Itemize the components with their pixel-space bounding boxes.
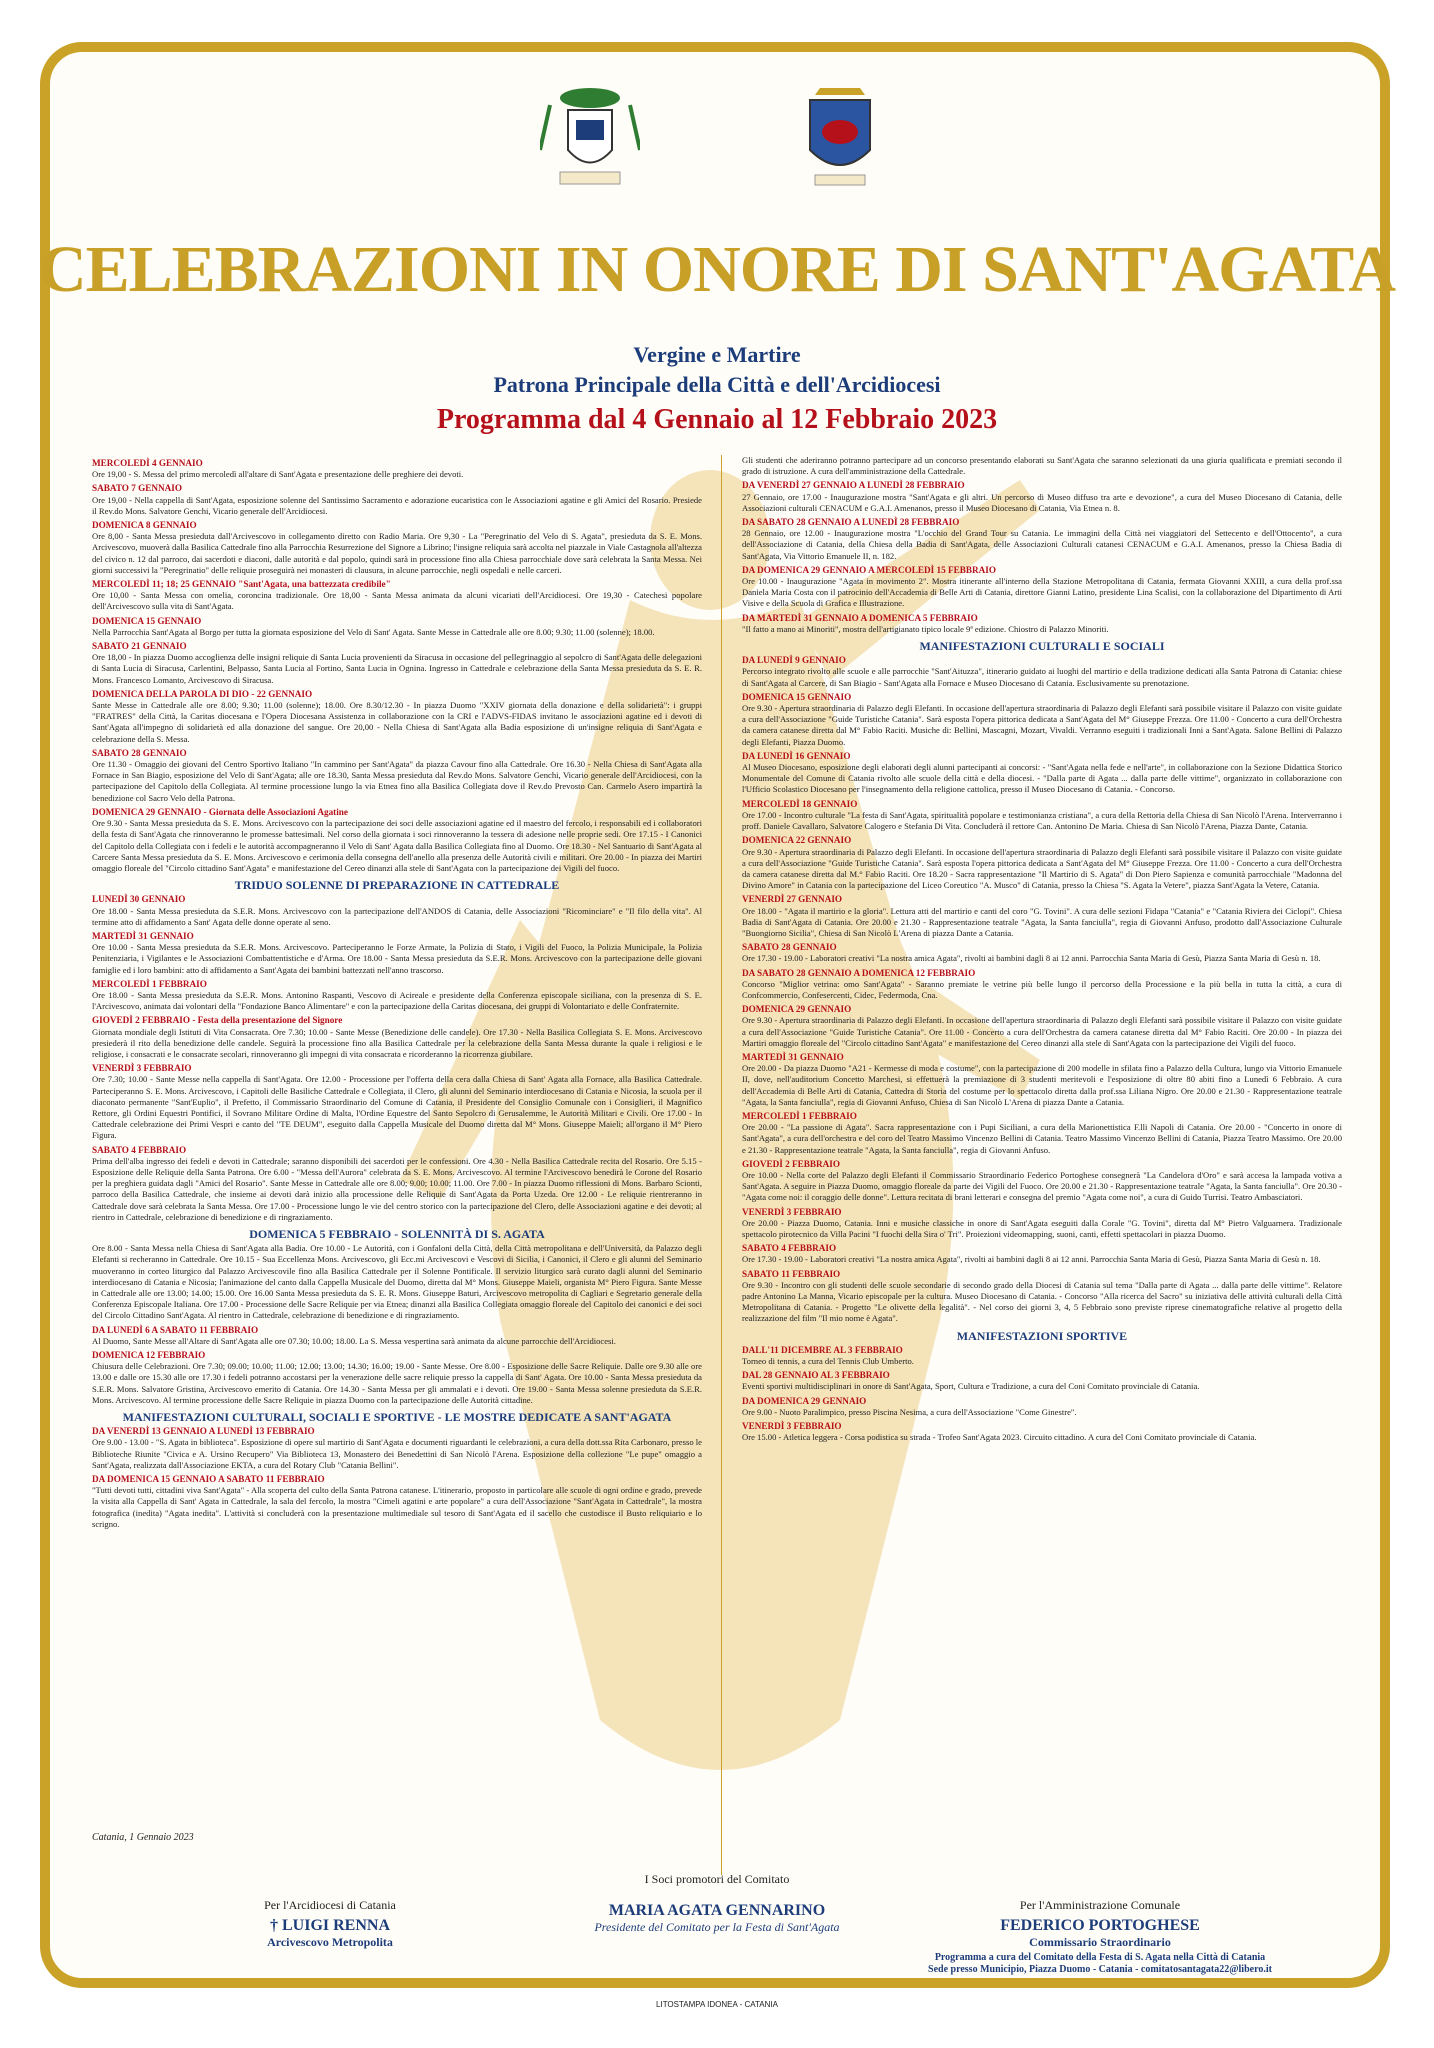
entry-text: Al Museo Diocesano, esposizione degli elaborati degli alunni partecipanti ai concorsi: - "Sant'Agata nella fede e nell'arte", in collaborazione con la Sezione Didattica Storico Monumentale del Comune di Catania rivolto alle scuole della città e della diocesi. - "Dalla parte di Agata ... dalla parte delle vittime", organizzato in collaborazione con l'Ufficio Scolastico Diocesano per l'insegnamento della religione cattolica, presso il Museo Diocesano di Catania. - Concorso. — [742, 762, 1342, 795]
program-entry — [742, 751, 1342, 796]
entry-text: Eventi sportivi multidisciplinari in onore di Sant'Agata, Sport, Cultura e Tradizione, a cura del Coni Comitato provinciale di Catania. — [742, 1381, 1200, 1392]
triduo-heading: TRIDUO SOLENNE DI PREPARAZIONE IN CATTEDRALE — [234, 878, 560, 893]
entry-text: 28 Gennaio, ore 12.00 - Inaugurazione mostra "L'occhio del Grand Tour su Catania. Le immagini della Città nei viaggiatori del Settecento e dell'Ottocento", a cura dell'Associazione di Catania, della Chiesa della Badia di Sant'Agata, delle Associazioni Culturali catanesi CENACUM e G.A.I. Amenanos, presso la Chiesa Badia di Sant'Agata, Via Vittorio Emanuele II, n. 182. — [742, 528, 1342, 561]
entry-text: Ore 9.30 - Santa Messa presieduta da S. E. Mons. Arcivescovo con la partecipazione dei soci delle associazioni agatine ed il maestro del fercolo, i responsabili ed i collaboratori della festa di Sant'Agata che rinnoveranno le promesse battesimali. Nel corso della giornata i soci rinnoveranno la tessera di adesione nelle proprie sedi. Ore 17.15 - I Canonici del Capitolo della Collegiata con i fedeli e le autorità accompagneranno il Velo di Sant' Agata dalla Basilica Collegiata fino al Duomo. Ore 18.30 - Nel Santuario di Sant'Agata al Carcere Santa Messa presieduta da S. E. Mons. Arcivescovo e cerimonia della consegna dell'anello alla presenza delle Autorità civili e militari. Ore 20.00 - In piazza dei Martiri omaggio floreale del "Circolo cittadino Sant'Agata" e manifestazione del Cereo dinanzi alla stele di Sant'Agata con la partecipazione dei Vigili del fuoco. — [92, 818, 702, 873]
program-credit-line2: Sede presso Municipio, Piazza Duomo - Catania - comitatosantagata22@libero.it — [928, 1964, 1272, 1975]
entry-date-heading: MARTEDÌ 31 GENNAIO — [742, 1051, 844, 1062]
entry-text: Ore 18.00 - Santa Messa presieduta da S.E.R. Mons. Antonino Raspanti, Vescovo di Acireale e presidente della Conferenza episcopale siciliana, con la presenza di S. E. l'Arcivescovo, animata dai volontari della "Fondazione Banco Alimentare" e con la partecipazione della Caritas diocesana, dei gruppi di Volontariato e delle Confraternite. — [92, 989, 702, 1012]
entry-text: Ore 19,00 - S. Messa del primo mercoledì all'altare di Sant'Agata e presentazione delle preghiere dei devoti. — [92, 469, 464, 480]
entry-date-heading: MERCOLEDÌ 1 FEBBRAIO — [92, 978, 207, 989]
program-entry — [92, 520, 702, 576]
program-entry — [92, 931, 702, 976]
program-credit — [880, 1952, 1320, 1976]
commissioner-name: FEDERICO PORTOGHESE — [1000, 1917, 1200, 1934]
entry-text: Ore 10.00 - Nella corte del Palazzo degli Elefanti il Commissario Straordinario Federico Portoghese consegnerà "La Candelora d'Oro" e sarà accesa la lampada votiva a Sant'Agata. A seguire in Piazza Duomo, omaggio floreale da parte dei Vigili del Fuoco. Ore 20.00 e 21.30 - Rappresentazione teatrale "Agata, la Santa fanciulla". Ore 20.30 - "Agata come noi: il coraggio delle donne". Lettura recitata di brani letterari e consegna del premio "Agata come noi", a cura di Guido Turrisi. Teatro Ambasciatori. — [742, 1169, 1342, 1203]
entry-text: Ore 18,00 - In piazza Duomo accoglienza delle insigni reliquie di Santa Lucia provenienti da Siracusa in occasione del pellegrinaggio al sepolcro di Sant'Agata delle delegazioni di Santa Lucia di Siracusa, Carlentini, Belpasso, Santa Lucia al Fortino, Santa Lucia in Ognina. Ingresso in Cattedrale e celebrazione della Santa Messa presieduta da S. E. R. Mons. Francesco Lomanto, Arcivescovo di Siracusa. — [92, 652, 702, 685]
entry-text: Ore 9.30 - Apertura straordinaria di Palazzo degli Elefanti. In occasione dell'apertura straordinaria di Palazzo degli Elefanti sarà possibile visitare il Palazzo con visite guidate a cura dell'Associazione "Guide Turistiche Catania". Sarà esposta l'opera pittorica dedicata a Sant'Agata del M° Giuseppe Frezza. Ore 11.00 - Concerto a cura dell'Orchestra da camera catanese diretta dal M.° Fabio Raciti. Ore 18.20 - Sacra rappresentazione "Il Martirio di S. Agata" di Don Piero Sapienza e comunità parrocchiale "Madonna del Divino Amore" in Catania con la partecipazione del Liceo Coreutico "A. Musco" di Catania, presso la Chiesa "S. Agata la Vetere", piazza Sant'Agata la Vetere, Catania. — [742, 846, 1342, 891]
entry-date-heading: DOMENICA 12 FEBBRAIO — [92, 1350, 206, 1361]
signature-municipality — [920, 1898, 1280, 1950]
entry-date-heading: SABATO 21 GENNAIO — [92, 641, 187, 652]
program-entry — [742, 565, 1342, 610]
entry-date-heading: VENERDÌ 3 FEBBRAIO — [92, 1063, 192, 1074]
entry-date-heading: DA DOMENICA 15 GENNAIO A SABATO 11 FEBBRAIO — [92, 1474, 325, 1485]
entry-date-heading: DA VENERDÌ 13 GENNAIO A LUNEDÌ 13 FEBBRAIO — [92, 1426, 315, 1437]
entry-text: Ore 10,00 - Santa Messa con omelia, coroncina tradizionale. Ore 18,00 - Santa Messa animata da alcuni vicariati dell'Arcidiocesi. Ore 19,30 - Catechesi popolare dell'Arcivescovo sulla vita di Sant'Agata. — [92, 590, 702, 612]
program-entry — [742, 1269, 1342, 1325]
program-entry — [92, 458, 702, 480]
program-entry — [92, 616, 702, 638]
entry-text: Prima dell'alba ingresso dei fedeli e devoti in Cattedrale; saranno disponibili dei sacerdoti per le confessioni. Ore 4.30 - Nella Basilica Cattedrale recita del Rosario. Ore 5.15 - Esposizione delle Reliquie della Santa Patrona. Ore 6.00 - "Messa dell'Aurora" celebrata da S. E. Mons. Arcivescovo. Al termine l'Arcivescovo benedirà le Corone del Rosario per la preghiera guidata dagli "Amici del Rosario". Sante Messe in Cattedrale alle ore 8.00; 9.00; 10.00; 11.00. Ore 7.00 - In piazza Duomo riflessioni di Mons. Barbaro Scionti, parroco della Basilica Cattedrale, che insieme ai devoti darà inizio alla processione delle Reliquie di Sant'Agata da Porta Uzeda. Ore 12.00 - Le reliquie rientreranno in Cattedrale dove sarà celebrata la Santa Messa. Ore 17.00 - Processione lungo le vie del centro storico con la partecipazione del Clero, delle Associazioni agatine e dei devoti; al rientro in Cattedrale, celebrazione di benedizione e di ringraziamento. — [92, 1155, 702, 1222]
sportive-heading: MANIFESTAZIONI SPORTIVE — [956, 1328, 1128, 1343]
signature-archdiocese — [150, 1898, 510, 1950]
program-dates: Programma dal 4 Gennaio al 12 Febbraio 2023 — [436, 404, 998, 435]
entry-date-heading: DA VENERDÌ 27 GENNAIO A LUNEDÌ 28 FEBBRAIO — [742, 480, 965, 491]
entry-text: Ore 18.00 - Santa Messa presieduta da S.E.R. Mons. Arcivescovo con la partecipazione dell'ANDOS di Catania, delle Associazioni "Ricominciare" e "Il filo della vita". Al termine atto di affidamento a Sant' Agata delle donne operate al seno. — [92, 905, 702, 927]
entry-date-heading: DALL'11 DICEMBRE AL 3 FEBBRAIO — [742, 1344, 903, 1355]
entry-text: Ore 9.00 - 13.00 - "S. Agata in biblioteca". Esposizione di opere sul martirio di Sant'Agata e documenti riguardanti le celebrazioni, a cura della dott.ssa Rita Carbonaro, presso le Biblioteche Riunite "Civica e A. Ursino Recupero" Via Biblioteca 13, Monastero dei Benedettini di San Nicolò l'Arena. Esposizione della collezione "Le pupe" omaggio a Sant'Agata, realizzata dall'Associazione EKTA, a cura del Rotary Club "Catania Bellini". — [92, 1437, 702, 1470]
program-entry — [92, 1325, 702, 1347]
program-entry — [742, 1396, 1342, 1418]
issue-date: Catania, 1 Gennaio 2023 — [92, 1832, 194, 1843]
program-entry — [742, 1421, 1342, 1443]
entry-text: Ore 15.00 - Atletica leggera - Corsa podistica su strada - Trofeo Sant'Agata 2023. Circuito cittadino. A cura del Coni Comitato provinciale di Catania. — [742, 1432, 1257, 1443]
program-entry — [92, 1015, 702, 1060]
entry-date-heading: VENERDÌ 3 FEBBRAIO — [742, 1206, 842, 1217]
entry-text: Ore 10.00 - Inaugurazione "Agata in movimento 2". Mostra itinerante all'interno della Stazione Metropolitana di Catania, fermata Giovanni XXIII, a cura della prof.ssa Daniela Maria Costa con il patrocinio dell'Accademia di Belle Arti di Catania, direttore Gianni Latino, presidente Lina Scalisi, con la collaborazione del Dipartimento di Arti Visive e della Scuola di Grafica e Illustrazione. — [742, 576, 1342, 609]
column-divider — [721, 455, 722, 1875]
archbishop-name: † LUIGI RENNA — [269, 1917, 390, 1934]
entry-date-heading: MERCOLEDÌ 11; 18; 25 GENNAIO "Sant'Agata, una battezzata credibile" — [92, 579, 391, 590]
program-entry — [742, 517, 1342, 562]
entry-text: "Tutti devoti tutti, cittadini viva Sant'Agata" - Alla scoperta del culto della Santa Patrona catanese. L'itinerario, proposto in particolare alle scuole di ogni ordine e grado, prevede la visita alla Cappella di Sant' Agata in Cattedrale, la sala del fercolo, la mostra "Cimeli agatini e arte popolare" a cura dell'Associazione "Sant'Agata in Cattedrale", la mostra fotografica (inedita) "Agata inedita". L'attività si concluderà con la presentazione multimediale sul tesoro di Sant'Agata ed il sacello che custodisce il Busto reliquiario e lo scrigno. — [92, 1485, 702, 1529]
entry-date-heading: DA MARTEDÌ 31 GENNAIO A DOMENICA 5 FEBBRAIO — [742, 612, 978, 623]
entry-text: Ore 9.30 - Incontro con gli studenti delle scuole secondarie di secondo grado della Diocesi di Catania sul tema "Dalla parte di Agata ... dalla parte delle vittime". Relatore padre Antonino La Manna, Vicario episcopale per la cultura. Museo Diocesano di Catania. - Concorso "Alla ricerca del Sacro" su iniziativa delle attività culturali della Città Metropolitana di Catania. - Progetto "Le olivette della legalità". - Nel corso dei giorni 3, 4, 5 Febbraio sono previste riprese cinematografiche relative al progetto della realizzazione del film "Il mio nome è Agata". — [742, 1279, 1342, 1324]
entry-date-heading: DA SABATO 28 GENNAIO A LUNEDÌ 28 FEBBRAIO — [742, 517, 960, 528]
entry-date-heading: SABATO 4 FEBBRAIO — [742, 1243, 837, 1254]
program-entry — [742, 1111, 1342, 1156]
entry-text: 27 Gennaio, ore 17.00 - Inaugurazione mostra "Sant'Agata e gli altri. Un percorso di Museo diffuso tra arte e devozione", a cura del Museo Diocesano di Catania, delle Associazioni culturali CENACUM e G.A.I. Amenanos, presso il Museo Diocesano di Catania, Via Etnea n. 8. — [742, 491, 1342, 513]
entry-date-heading: DA LUNEDÌ 9 GENNAIO — [742, 655, 846, 666]
entry-date-heading: VENERDÌ 27 GENNAIO — [742, 894, 843, 905]
program-entry — [92, 579, 702, 613]
program-entry — [742, 1243, 1342, 1265]
entry-text: Ore 18.00 - "Agata il martirio e la gloria". Lettura atti del martirio e canti del coro "G. Tovini". A cura delle sezioni Fidapa "Catania" e "Catania Riviera dei Ciclopi". Chiesa Badia di Sant'Agata di Catania. Ore 20.00 e 21.30 - Rappresentazione teatrale "Agata, la Santa fanciulla", regia di Giovanni Anfuso, prodotto dall'Associazione Culturale "Buongiorno Sicilia", Chiesa di San Nicolò L'Arena di piazza Dante a Catania. — [742, 905, 1342, 938]
entry-text: Ore 20.00 - "La passione di Agata". Sacra rappresentazione con i Pupi Siciliani, a cura della Marionettistica F.lli Napoli di Catania. Ore 20.00 - "Concerto in onore di Sant'Agata", a cura dell'orchestra e del coro del Teatro Massimo Vincenzo Bellini di Catania. Teatro Massimo Vincenzo Bellini di Catania, Piazza Teatro Massimo. Ore 20.00 e 21.30 - Rappresentazione teatrale "Agata, la Santa fanciulla", regia di Giovanni Anfuso. — [742, 1122, 1342, 1155]
program-entry — [92, 1426, 702, 1471]
promoters-label: I Soci promotori del Comitato — [644, 1872, 790, 1886]
entry-date-heading: DAL 28 GENNAIO AL 3 FEBBRAIO — [742, 1370, 890, 1381]
entry-text: "Il fatto a mano ai Minoriti", mostra dell'artigianato tipico locale 9ª edizione. Chiostro di Palazzo Minoriti. — [742, 623, 1109, 634]
program-entry — [92, 1474, 702, 1530]
program-entry — [92, 894, 702, 928]
committee-president-title: Presidente del Comitato per la Festa di Sant'Agata — [594, 1920, 840, 1934]
entry-date-heading: DOMENICA 22 GENNAIO — [742, 835, 852, 846]
program-entry — [92, 807, 702, 874]
entry-text: Giornata mondiale degli Istituti di Vita Consacrata. Ore 7.30; 10.00 - Sante Messe (Benedizione delle candele). Ore 17.30 - Nella Basilica Collegiata S. E. Mons. Arcivescovo presiederà il rito della benedizione delle candele. Seguirà la processione fino alla Basilica Cattedrale per la celebrazione della Santa Messa durante la quale i religiosi e le religiose, i consacrati e le consacrate secolari, rinnoveranno gli impegni di vita consacrata e ricorderanno la ricorrenza giubilare. — [92, 1026, 702, 1059]
signature-committee — [537, 1898, 897, 1935]
entry-date-heading: DOMENICA DELLA PAROLA DI DIO - 22 GENNAIO — [92, 688, 313, 699]
entry-date-heading: MERCOLEDÌ 4 GENNAIO — [92, 458, 203, 468]
program-entry — [92, 979, 702, 1013]
entry-text: Percorso integrato rivolto alle scuole e alle parrocchie "Sant'Aituzza", itinerario guidato ai luoghi del martirio e della tradizione dedicati alla Santa Patrona di Catania: chiese di Sant'Agata al Carcere, di San Biagio - Sant'Agata alla Fornace e Museo Diocesano di Catania. Esclusivamente su prenotazione. — [742, 666, 1342, 688]
subtitle-vergine: Vergine e Martire — [633, 342, 801, 367]
entry-date-heading: MERCOLEDÌ 1 FEBBRAIO — [742, 1110, 857, 1121]
program-entry — [92, 1145, 702, 1223]
program-entry — [742, 835, 1342, 891]
program-entry — [742, 655, 1342, 689]
program-entry — [92, 689, 702, 745]
entry-date-heading: DA LUNEDÌ 6 A SABATO 11 FEBBRAIO — [92, 1324, 259, 1335]
entry-date-heading: GIOVEDÌ 2 FEBBRAIO - Festa della presentazione del Signore — [92, 1015, 343, 1026]
program-entry — [742, 1159, 1342, 1204]
right-intro: Gli studenti che aderiranno potranno partecipare ad un concorso presentando elaborati su Sant'Agata che saranno selezionati da una giuria qualificata e premiati secondo il grado di istruzione. A cura dell'amministrazione della Cattedrale. — [742, 455, 1342, 477]
entry-text: Sante Messe in Cattedrale alle ore 8.00; 9.30; 11.00 (solenne); 18.00. Ore 8.30/12.30 - In piazza Duomo "XXIV giornata della donazione e della solidarietà": i gruppi "FRATRES" della Città, la Caritas diocesana e l'Opera Diocesana Assistenza in collaborazione con la CRI e l'ADVS-FIDAS invitano le associazioni agatine ed i devoti di Sant'Agata all'impegno di solidarietà ed alla donazione del sangue. Ore 20,00 - Nella Chiesa di Sant'Agata alla Badia esposizione di un'insigne reliquia di Sant'Agata e celebrazione della S. Messa. — [92, 700, 702, 744]
culturali-heading: MANIFESTAZIONI CULTURALI E SOCIALI — [919, 639, 1165, 654]
entry-date-heading: MARTEDÌ 31 GENNAIO — [92, 930, 194, 941]
entry-date-heading: DA DOMENICA 29 GENNAIO A MERCOLEDÌ 15 FEBBRAIO — [742, 564, 996, 575]
program-entry — [92, 1243, 702, 1321]
entry-text: Nella Parrocchia Sant'Agata al Borgo per tutta la giornata esposizione del Velo di Sant' Agata. Sante Messe in Cattedrale alle ore 8.00; 9.30; 11.00 (solenne); 18.00. — [92, 626, 655, 637]
program-entry — [742, 1004, 1342, 1049]
entry-text: Ore 20.00 - Da piazza Duomo "A21 - Kermesse di moda e costume", con la partecipazione di 200 modelle in sfilata fino a Palazzo della Cultura, lungo via Vittorio Emanuele II, dove, nell'auditorium Concetto Marchesi, si effettuerà la premiazione di 3 studenti meritevoli e l'esposizione di oltre 80 abiti fino a Lunedì 6 Febbraio. A cura dell'Accademia di Belle Arti di Catania, Cattedra di Storia del costume per lo spettacolo diretta dalla prof.ssa Liliana Nigro. Ore 20.00 e 21.30 - Rappresentazione teatrale "Agata, la Santa fanciulla", regia di Giovanni Anfuso, Chiesa di San Nicolò L'Arena di piazza Dante a Catania. — [742, 1063, 1342, 1107]
printer-credit: LITOSTAMPA IDONEA - CATANIA — [656, 2000, 778, 2009]
entry-date-heading: DOMENICA 15 GENNAIO — [92, 615, 202, 626]
program-entry — [742, 692, 1342, 748]
program-entry — [742, 942, 1342, 964]
subtitle-patrona: Patrona Principale della Città e dell'Arcidiocesi — [493, 372, 941, 397]
entry-date-heading: DOMENICA 29 GENNAIO - Giornata delle Associazioni Agatine — [92, 806, 348, 817]
entry-text: Ore 17.00 - Incontro culturale "La festa di Sant'Agata, spiritualità popolare e testimonianza cristiana", a cura della Rettoria della Chiesa di San Nicolò l'Arena. Interverranno i proff. Daniele Cavallaro, Salvatore Calogero e Stefania Di Vita. Concluderà il rettore Can. Antonino De Maria. Chiesa di San Nicolò l'Arena, Piazza Dante, Catania. — [742, 809, 1342, 832]
entry-date-heading: DOMENICA 8 GENNAIO — [92, 520, 197, 531]
program-entry — [742, 894, 1342, 939]
entry-text: Chiusura delle Celebrazioni. Ore 7.30; 09.00; 10.00; 11.00; 12.00; 13.00; 14.30; 16.00; 19.00 - Sante Messe. Ore 8.00 - Esposizione delle Sacre Reliquie. Dalle ore 9.30 alle ore 13.00 e dalle ore 15.30 alle ore 17.30 i fedeli potranno accostarsi per la venerazione delle sacre reliquie presso la cappella di Sant' Agata. Ore 10.00 - Santa Messa presieduta da S.E.R. Mons. Salvatore Gristina, Arcivescovo emerito di Catania. Ore 14.30 - Santa Messa per gli ammalati e i devoti. Ore 19.00 - Santa Messa solenne presieduta da S.E.R. Mons. Arcivescovo. Al termine processione delle Sacre Reliquie in piazza Duomo con la partecipazione delle Autorità cittadine. — [92, 1361, 702, 1405]
archdiocese-role: Per l'Arcidiocesi di Catania — [264, 1898, 396, 1912]
program-entry — [92, 1063, 702, 1141]
archbishop-crest-icon — [540, 80, 640, 190]
municipality-role: Per l'Amministrazione Comunale — [1019, 1898, 1181, 1912]
entry-text: Concorso "Miglior vetrina: omo Sant'Agata" - Saranno premiate le vetrine più belle lungo il percorso della Processione e la più bella in tutta la città, a cura di Confcommercio, Confesercenti, Cidec, Federmoda, Cna. — [742, 978, 1342, 1000]
entry-text: Ore 8.00 - Santa Messa nella Chiesa di Sant'Agata alla Badia. Ore 10.00 - Le Autorità, con i Gonfaloni della Città, della Città metropolitana e dell'Università, da Palazzo degli Elefanti si recheranno in Cattedrale. Ore 10.15 - Sua Eccellenza Mons. Arcivescovo, gli Ecc.mi Arcivescovi e Vescovi di Sicilia, i Canonici, il Clero e gli alunni del Seminario muoveranno in corteo liturgico dal Palazzo Arcivescovile fino alla Basilica Cattedrale per il Solenne Pontificale. Il servizio liturgico sarà curato dagli alunni del Seminario interdiocesano di Catania e Nicosia; l'animazione del canto dalla Cappella Musicale del Duomo, diretta dal M° Mons. Giuseppe Maieli, organista M° Piero Figura. Sante Messe in Cattedrale alle ore 13.00; 14.00; 15.00. Ore 16.00 Santa Messa presieduta da S. E. R. Mons. Giuseppe Baturi, Arcivescovo metropolita di Cagliari e Segretario generale della Conferenza Episcopale Italiana. Ore 17.00 - Processione delle Sacre Reliquie per via Etnea; dinanzi alla Basilica Collegiata omaggio floreale del Capitolo dei canonici e dei soci del Circolo Cittadino Sant'Agata. Al rientro in Cattedrale, celebrazione di benedizione e di ringraziamento. — [92, 1243, 702, 1321]
solennita-heading: DOMENICA 5 FEBBRAIO - SOLENNITÀ DI S. AGATA — [249, 1227, 545, 1241]
commissioner-title: Commissario Straordinario — [1029, 1935, 1171, 1949]
entry-text: Ore 9.00 - Nuoto Paralimpico, presso Piscina Nesima, a cura dell'Associazione "Come Ginestre". — [742, 1406, 1077, 1417]
entry-text: Al Duomo, Sante Messe all'Altare di Sant'Agata alle ore 07.30; 10.00; 18.00. La S. Messa vespertina sarà animata da alcune parrocchie dell'Arcidiocesi. — [92, 1335, 616, 1346]
entry-text: Ore 17.30 - 19.00 - Laboratori creativi "La nostra amica Agata", rivolti ai bambini dagli 8 ai 12 anni. Parrocchia Santa Maria di Gesù, Piazza Santa Maria di Gesù n. 18. — [742, 1254, 1321, 1265]
entry-date-heading: VENERDÌ 3 FEBBRAIO — [742, 1421, 842, 1432]
entry-text: Ore 7.30; 10.00 - Sante Messe nella cappella di Sant'Agata. Ore 12.00 - Processione per l'offerta della cera dalla Chiesa di Sant' Agata alla Fornace, alla Basilica Cattedrale. Parteciperanno S. E. Mons. Arcivescovo, i Capitoli delle Basiliche Cattedrale e Collegiata, il Clero, gli alunni del Seminario interdiocesano di Catania e Nicosia, la scuola per il diaconato permanente "Sant'Euplio", il Prefetto, il Commissario Straordinario del Comune di Catania, il Presidente del Consiglio Comunale con i Consiglieri, il Magnifico Rettore, gli Ordini Equestri Pontifici, il Sovrano Militare Ordine di Malta, l'Ordine Equestre del Santo Sepolcro di Gerusalemme, le Autorità Militari e Civili. Ore 17.00 - In Cattedrale celebrazione dei Primi Vespri e canto del "TE DEUM", eseguito dalla Cappella Musicale del Duomo diretta dal M° Mons. Giuseppe Maieli; all'organo il M° Piero Figura. — [92, 1074, 702, 1141]
entry-text: Ore 20.00 - Piazza Duomo, Catania. Inni e musiche classiche in onore di Sant'Agata eseguiti dalla Corale "G. Tovini", diretta dal M° Pietro Valguarnera. Tradizionale spettacolo pirotecnico da Villa Pacini "I fuochi della Sira o' Tri". Proiezioni videomapping, suoni, canti, effetti spettacolari in piazza Duomo. — [742, 1217, 1342, 1239]
entry-text: Ore 9.30 - Apertura straordinaria di Palazzo degli Elefanti. In occasione dell'apertura straordinaria di Palazzo degli Elefanti sarà possibile visitare il Palazzo con visite guidate a cura dell'Associazione "Guide Turistiche Catania". Sarà esposta l'opera pittorica dedicata a Sant'Agata del M° Giuseppe Frezza. Ore 11.00 - Concerto a cura dell'Orchestra da camera catanese diretta dal M° Fabio Raciti. Musiche di: Bellini, Mascagni, Mozart, Vivaldi. Verranno eseguiti i tradizionali Inni a Sant'Agata. Salone Bellini di Palazzo degli Elefanti, Piazza Duomo. — [742, 703, 1342, 747]
program-entry — [742, 480, 1342, 514]
program-entry — [92, 483, 702, 517]
program-entry — [742, 1207, 1342, 1241]
program-entry — [742, 1052, 1342, 1108]
entry-text: Torneo di tennis, a cura del Tennis Club Umberto. — [742, 1356, 914, 1367]
program-entry — [92, 1350, 702, 1406]
entry-date-heading: DOMENICA 15 GENNAIO — [742, 691, 852, 702]
committee-president-name: MARIA AGATA GENNARINO — [608, 1902, 826, 1919]
entry-date-heading: DA DOMENICA 29 GENNAIO — [742, 1395, 867, 1406]
entry-date-heading: DOMENICA 29 GENNAIO — [742, 1004, 852, 1015]
entry-date-heading: DA SABATO 28 GENNAIO A DOMENICA 12 FEBBRAIO — [742, 967, 976, 978]
entry-date-heading: LUNEDÌ 30 GENNAIO — [92, 894, 186, 905]
entry-text: Ore 11.30 - Omaggio dei giovani del Centro Sportivo Italiano "In cammino per Sant'Agata" da piazza Cavour fino alla Cattedrale. Ore 16.30 - Nella Chiesa di Sant'Agata alla Fornace in San Biagio, esposizione del Velo di Sant'Agata; alle ore 18.30, Santa Messa presieduta dal Rev.do Mons. Salvatore Genchi, Vicario generale dell'Arcidiocesi, con la partecipazione del Capitolo della Collegiata. Al termine processione lungo la via Etnea fino alla Basilica Collegiata dove il Rev.do Prevosto Can. Carmelo Asero impartirà la benedizione col Sacro Velo della Patrona. — [92, 759, 702, 803]
entry-text: Ore 17.30 - 19.00 - Laboratori creativi "La nostra amica Agata", rivolti ai bambini dagli 8 ai 12 anni. Parrocchia Santa Maria di Gesù, Piazza Santa Maria di Gesù n. 18. — [742, 953, 1321, 964]
archbishop-title: Arcivescovo Metropolita — [267, 1935, 393, 1949]
program-entry — [742, 613, 1342, 635]
entry-text: Ore 10.00 - Santa Messa presieduta da S.E.R. Mons. Arcivescovo. Parteciperanno le Forze Armate, la Polizia di Stato, i Vigili del Fuoco, la Polizia Municipale, la Polizia Penitenziaria, i Vigilantes e le Associazioni Combattentistiche e d'Arma. Ore 18.00 - Santa Messa presieduta da S.E.R. Mons. Arcivescovo con la partecipazione delle giovani famiglie ed i loro bambini: atto di affidamento a Sant'Agata dei bambini battezzati nell'anno trascorso. — [92, 942, 702, 975]
entry-text: Ore 8,00 - Santa Messa presieduta dall'Arcivescovo in collegamento diretto con Radio Maria. Ore 9,30 - La "Peregrinatio del Velo di S. Agata", presieduta da S. E. Mons. Arcivescovo, muoverà dalla Basilica Cattedrale fino alla Parrocchia Resurrezione del Signore a Librino; l'insigne reliquia sarà accolta nel piazzale in Viale Castagnola all'altezza del civico n. 12 dal parroco, dai sacerdoti e diaconi, dalle autorità e dal popolo, quindi sarà in processione fino alla Chiesa parrocchiale dove sarà celebrata la Santa Messa. Nei giorni successivi la "Peregrinatio" delle reliquie proseguirà nei monasteri di clausura, in alcune parrocchie, negli ospedali e nelle carceri. — [92, 531, 702, 575]
entry-text: Ore 9.30 - Apertura straordinaria di Palazzo degli Elefanti. In occasione dell'apertura straordinaria di Palazzo degli Elefanti sarà possibile visitare il Palazzo con visite guidate a cura dell'Associazione "Guide Turistiche Catania". Ore 11.00 - Concerto a cura dell'Orchestra da camera catanese diretta dal M° Fabio Raciti. Ore 20.00 - In piazza dei Martiri omaggio floreale del "Circolo cittadino Sant'Agata" e manifestazione del Cereo dinanzi alla stele di Sant'Agata con la partecipazione dei Vigili del fuoco. — [742, 1015, 1342, 1048]
entry-text: Ore 19,00 - Nella cappella di Sant'Agata, esposizione solenne del Santissimo Sacramento e adorazione eucaristica con le Associazioni agatine e gli Amici del Rosario. Presiede il Rev.do Mons. Salvatore Genchi, Vicario generale dell'Arcidiocesi. — [92, 494, 702, 516]
program-entry — [742, 1345, 1342, 1367]
right-column — [742, 455, 1342, 1443]
program-entry — [92, 748, 702, 804]
manifestazioni-heading: MANIFESTAZIONI CULTURALI, SOCIALI E SPORTIVE - LE MOSTRE DEDICATE A SANT'AGATA — [122, 1410, 672, 1425]
entry-date-heading: SABATO 28 GENNAIO — [92, 747, 187, 758]
page-title: CELEBRAZIONI IN ONORE DI SANT'AGATA — [38, 233, 1396, 306]
entry-date-heading: SABATO 7 GENNAIO — [92, 483, 183, 494]
left-column — [92, 455, 702, 1530]
entry-date-heading: SABATO 28 GENNAIO — [742, 942, 837, 953]
program-entry — [742, 1370, 1342, 1392]
program-entry — [742, 968, 1342, 1002]
program-entry — [742, 799, 1342, 833]
program-credit-line1: Programma a cura del Comitato della Festa di S. Agata nella Città di Catania — [934, 1952, 1266, 1963]
entry-date-heading: SABATO 11 FEBBRAIO — [742, 1268, 841, 1279]
entry-date-heading: SABATO 4 FEBBRAIO — [92, 1144, 187, 1155]
entry-date-heading: DA LUNEDÌ 16 GENNAIO — [742, 750, 851, 761]
city-crest-icon — [790, 80, 890, 190]
program-entry — [92, 641, 702, 686]
entry-date-heading: MERCOLEDÌ 18 GENNAIO — [742, 798, 858, 809]
entry-date-heading: GIOVEDÌ 2 FEBBRAIO — [742, 1158, 841, 1169]
